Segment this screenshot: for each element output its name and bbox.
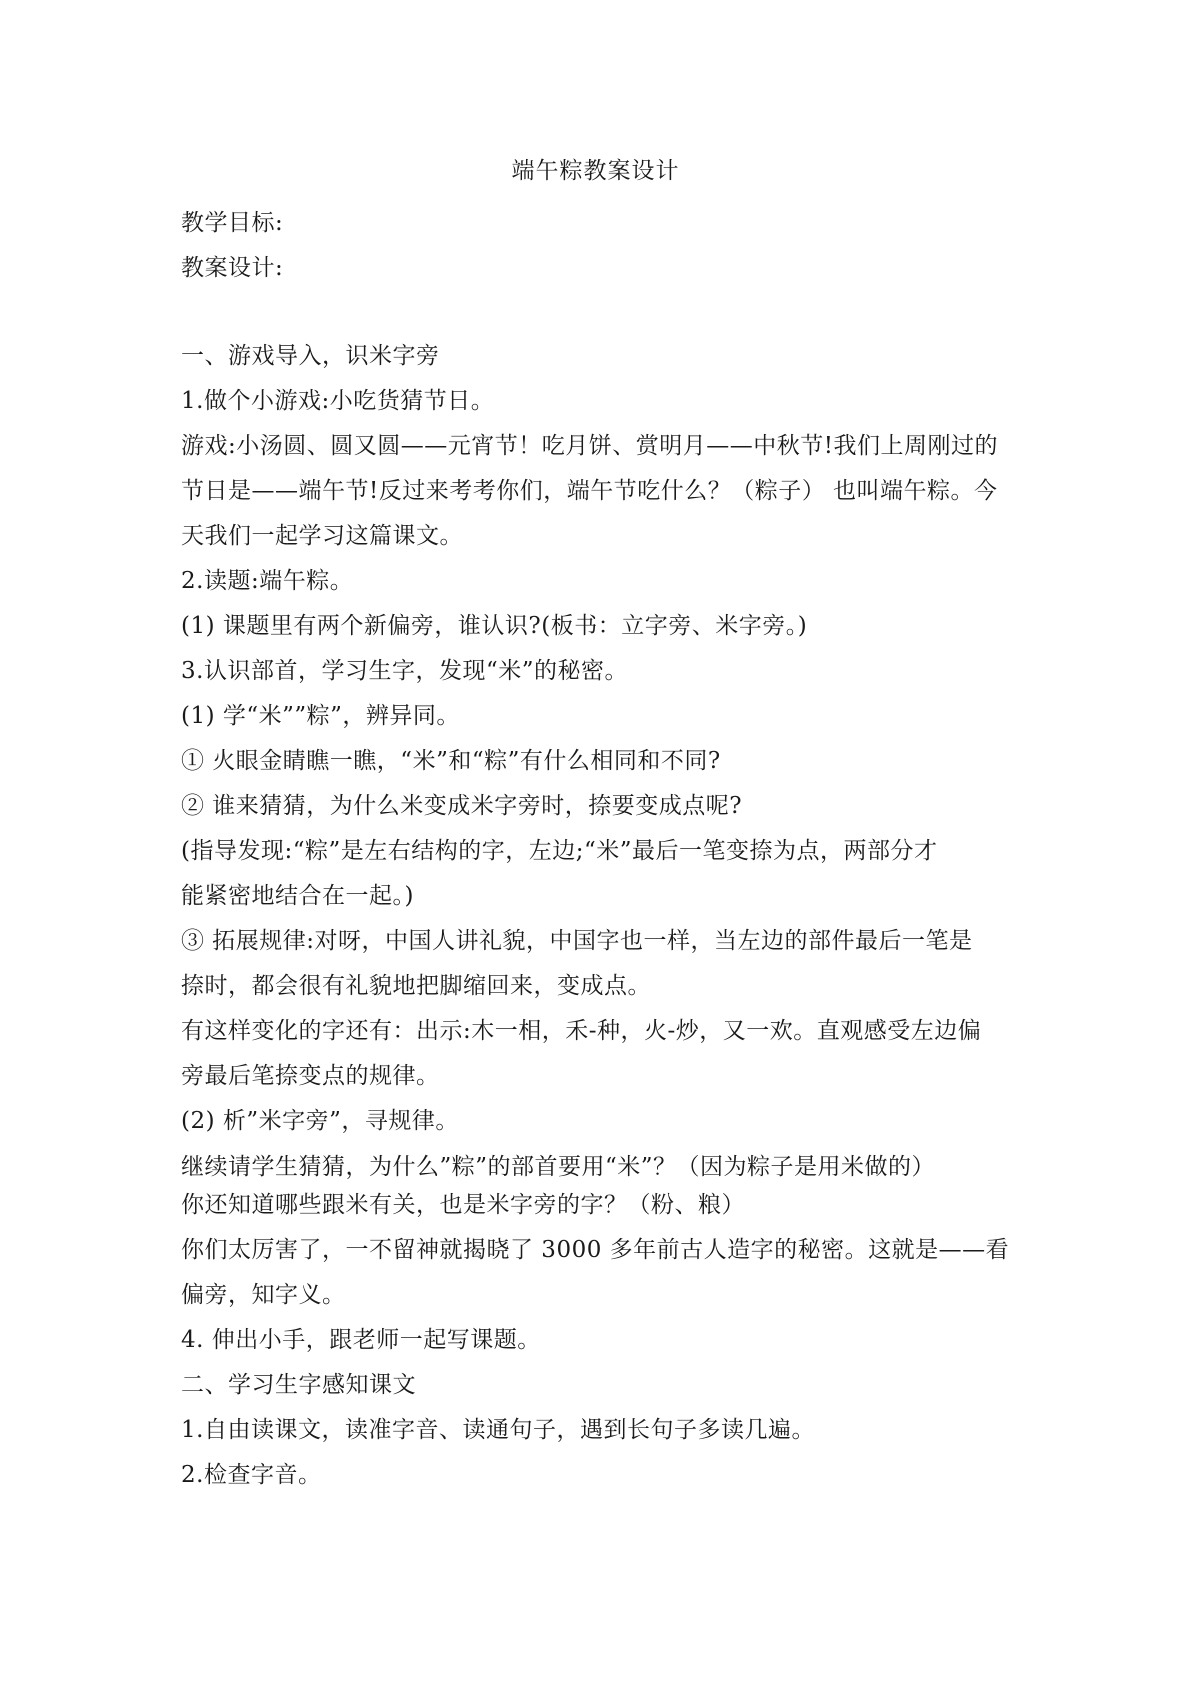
text-line: 能紧密地结合在一起。): [181, 883, 414, 909]
text-line: (1) 学“米””粽”，辨异同。: [181, 703, 460, 729]
text-line: ① 火眼金睛瞧一瞧，“米”和“粽”有什么相同和不同?: [181, 748, 721, 774]
text-line-teaching-goals: 教学目标:: [181, 210, 284, 236]
text-line: (2) 析”米字旁”，寻规律。: [181, 1108, 459, 1134]
blank-line: [181, 291, 1021, 334]
text-line: ② 谁来猜猜，为什么米变成米字旁时，捺要变成点呢?: [181, 793, 743, 819]
text-line: 2.检查字音。: [181, 1462, 322, 1488]
section-heading-1: 一、游戏导入，识米字旁: [181, 343, 440, 369]
text-line: 节日是——端午节!反过来考考你们，端午节吃什么？（粽子） 也叫端午粽。今: [181, 478, 998, 504]
text-line: 有这样变化的字还有：出示:木一相，禾-种，火-炒，又一欢。直观感受左边偏: [181, 1018, 982, 1044]
text-line: 你还知道哪些跟米有关，也是米字旁的字？（粉、粮）: [181, 1192, 745, 1218]
document-body: [181, 201, 1021, 1498]
text-line: 3.认识部首，学习生字，发现“米”的秘密。: [181, 658, 628, 684]
text-line: 1.做个小游戏:小吃货猜节日。: [181, 388, 495, 414]
text-line: 继续请学生猜猜，为什么”粽”的部首要用“米”？（因为粽子是用米做的）: [181, 1154, 936, 1180]
text-line: 2.读题:端午粽。: [181, 568, 354, 594]
text-line: 旁最后笔捺变点的规律。: [181, 1063, 440, 1089]
text-line: 捺时，都会很有礼貌地把脚缩回来，变成点。: [181, 973, 651, 999]
document-title: 端午粽教案设计: [511, 158, 680, 184]
text-line: 天我们一起学习这篇课文。: [181, 523, 463, 549]
text-line: 游戏:小汤圆、圆又圆——元宵节！吃月饼、赏明月——中秋节!我们上周刚过的: [181, 433, 998, 459]
text-line: (指导发现:“粽”是左右结构的字，左边;“米”最后一笔变捺为点，两部分才: [181, 838, 938, 864]
text-line: 你们太厉害了，一不留神就揭晓了 3000 多年前古人造字的秘密。这就是——看: [181, 1237, 1010, 1263]
text-line: 4. 伸出小手，跟老师一起写课题。: [181, 1327, 541, 1353]
text-line-lesson-design: 教案设计:: [181, 255, 284, 281]
section-heading-2: 二、学习生字感知课文: [181, 1372, 416, 1398]
text-line: 1.自由读课文，读准字音、读通句子，遇到长句子多读几遍。: [181, 1417, 815, 1443]
text-line: 偏旁，知字义。: [181, 1282, 346, 1308]
text-line: (1) 课题里有两个新偏旁，谁认识?(板书：立字旁、米字旁。): [181, 613, 808, 639]
text-line: ③ 拓展规律:对呀，中国人讲礼貌，中国字也一样，当左边的部件最后一笔是: [181, 928, 973, 954]
